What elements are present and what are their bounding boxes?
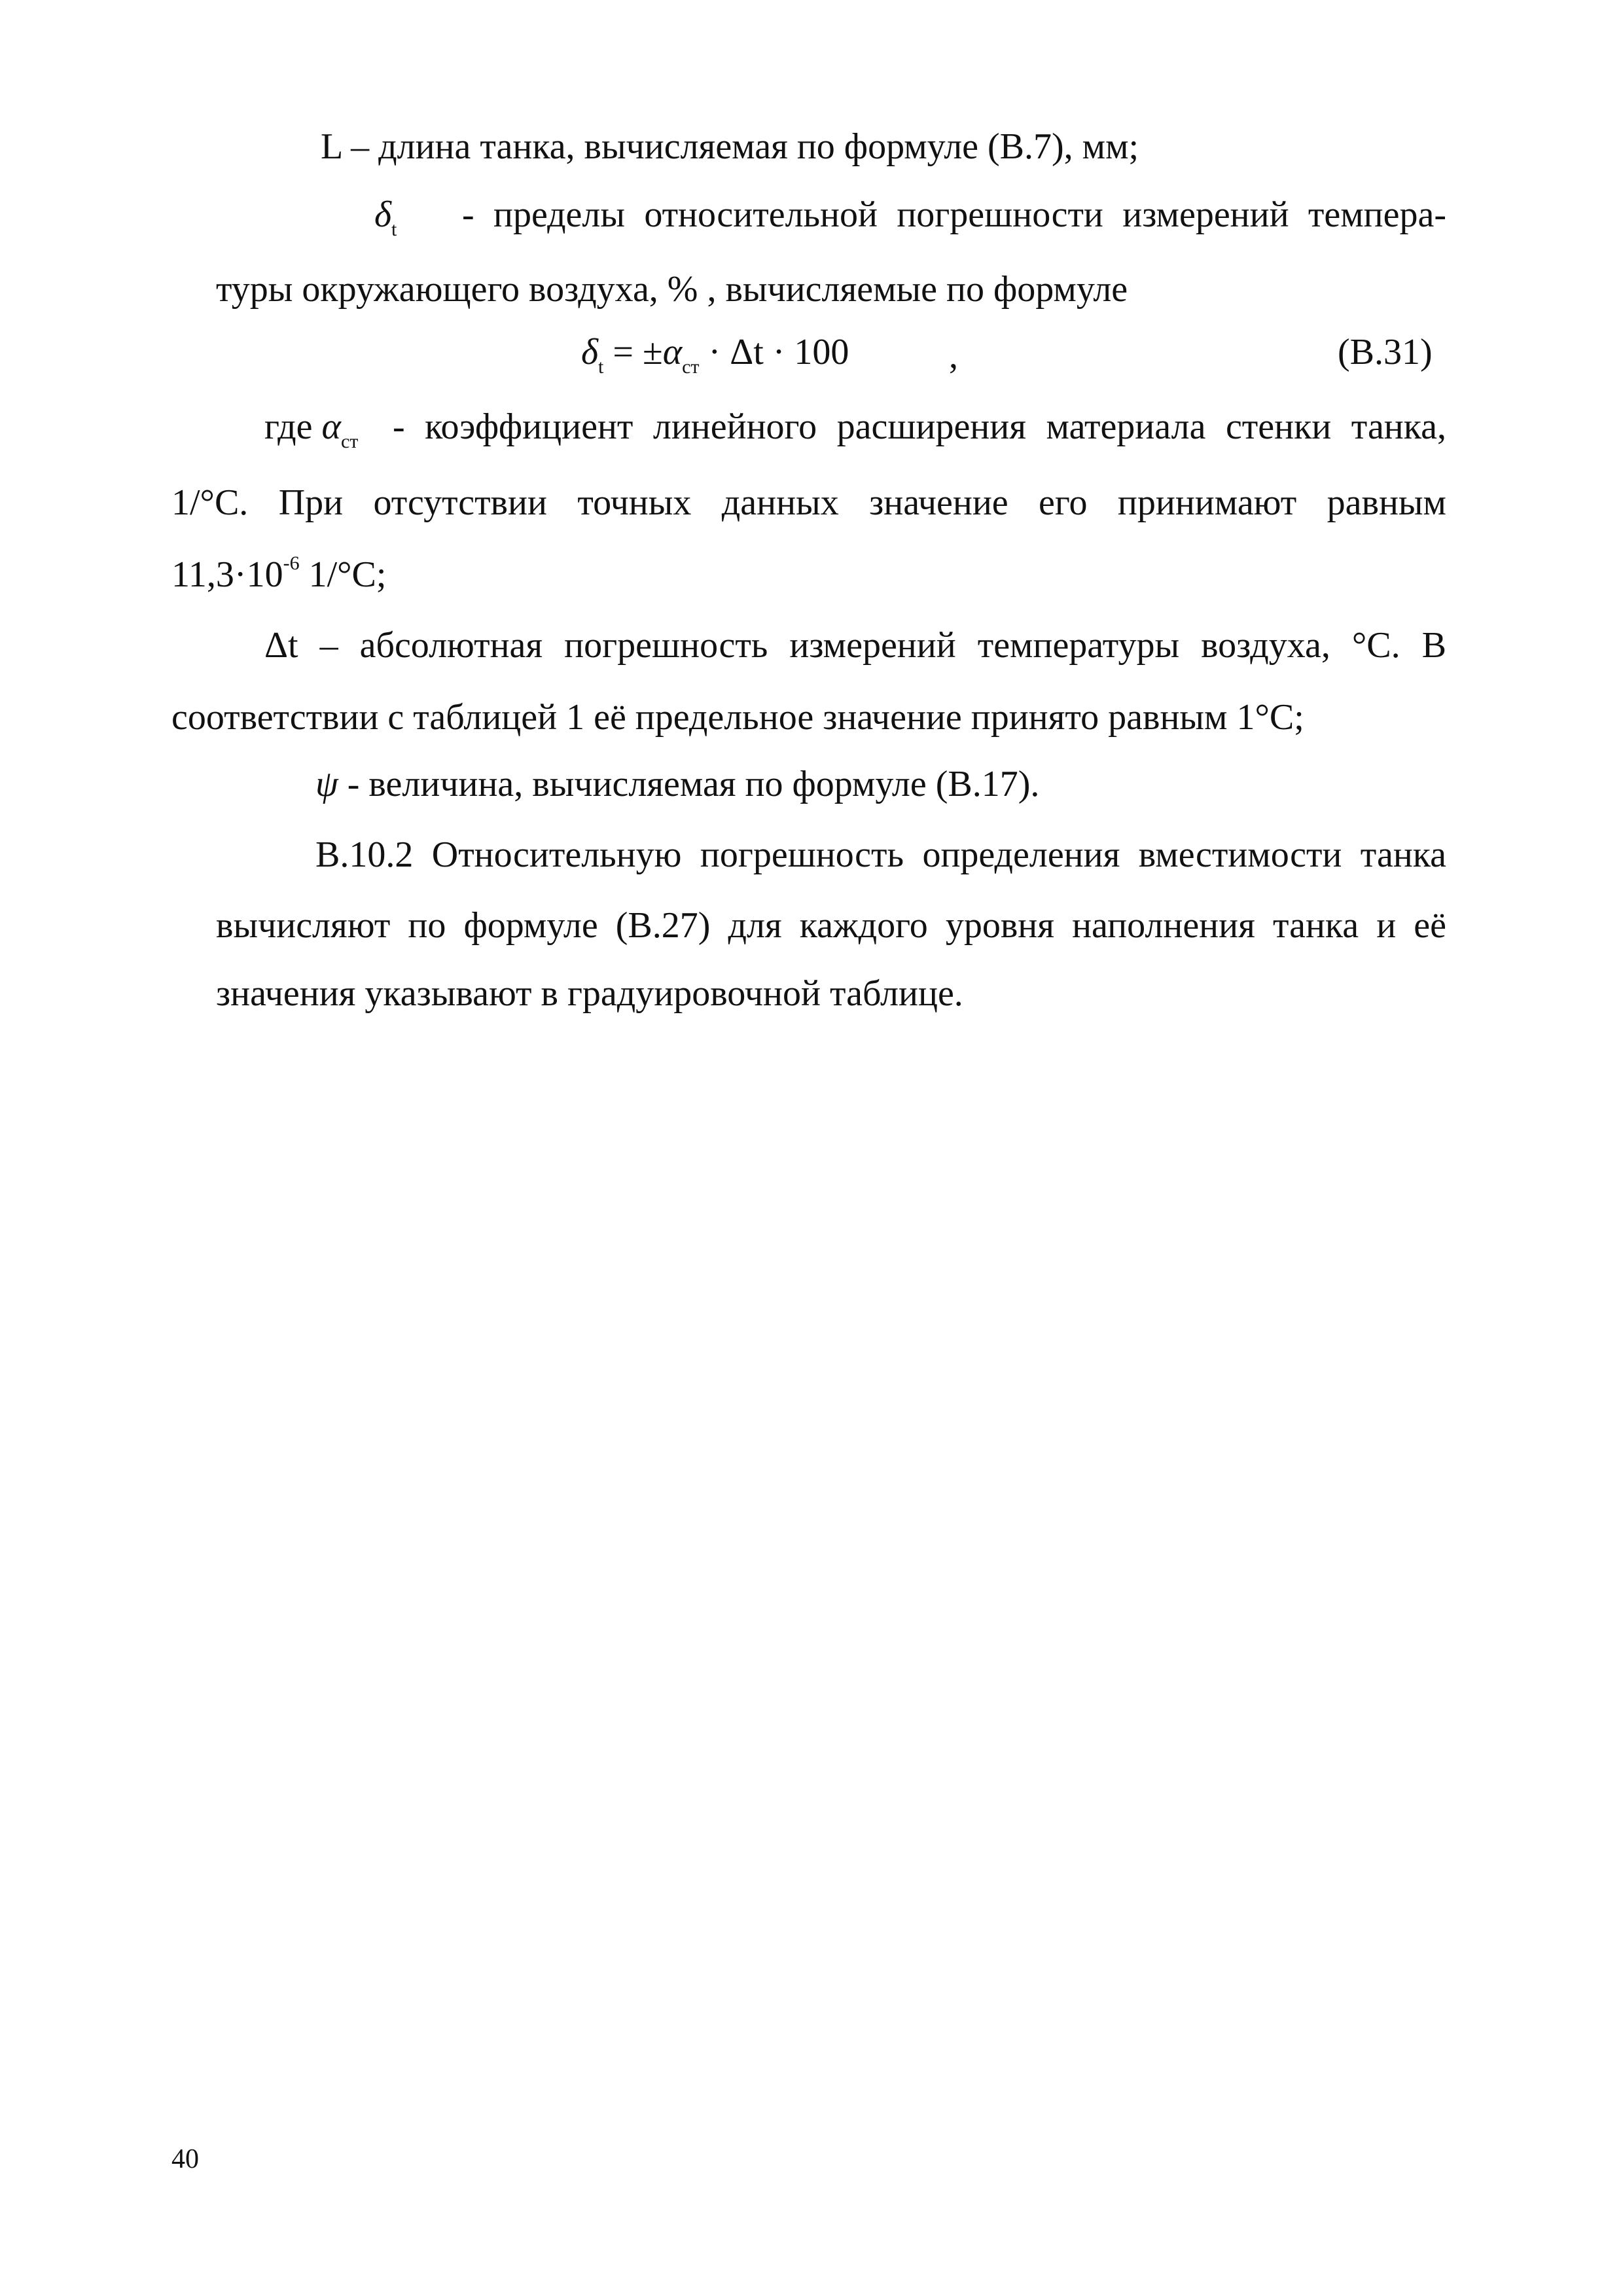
alpha-value-a: 11,3·10	[171, 554, 283, 595]
gde-word: где	[264, 406, 313, 447]
b10-2-line3: значения указывают в градуировочной таблице.	[216, 973, 963, 1014]
text-line-b10-2-third	[216, 975, 963, 1012]
text-line-b10-2	[315, 836, 1446, 873]
text-L-definition: L – длина танка, вычисляемая по формуле (В.7), мм;	[321, 126, 1139, 167]
page-number	[171, 2145, 199, 2173]
text-line-L-definition	[321, 128, 1139, 165]
text-line-delta-t-abs-2	[171, 699, 1304, 736]
text-line-delta-t-abs	[264, 627, 1446, 664]
alpha-description-line1: - коэффициент линейного расширения материала стенки танка,	[393, 406, 1446, 447]
text-line-psi	[315, 766, 1039, 802]
psi-symbol: ψ	[315, 764, 338, 804]
formula-delta: δ	[581, 332, 599, 372]
alpha-value-b: 1/°С;	[299, 554, 387, 595]
text-line-alpha-label	[264, 406, 359, 452]
text-line-alpha-desc	[393, 408, 1446, 445]
formula-number-text: (В.31)	[1338, 332, 1433, 372]
formula-delta-sub: t	[598, 356, 604, 378]
text-line-alpha-desc-2	[171, 484, 1446, 521]
alpha-description-line2: 1/°С. При отсутствии точных данных значение его принимают равным	[171, 482, 1446, 523]
delta-description-line1: - пределы относительной погрешности измерений темпера-	[462, 194, 1446, 235]
formula-alpha: α	[662, 332, 683, 372]
page-number-text: 40	[171, 2144, 199, 2174]
text-line-delta-desc	[462, 196, 1446, 233]
formula-rest: · Δt · 100	[708, 332, 849, 372]
delta-subscript: t	[391, 219, 397, 240]
text-line-alpha-value	[171, 552, 387, 595]
alpha-value-exponent: -6	[283, 552, 300, 574]
formula-comma	[949, 338, 958, 374]
delta-t-abs-line2: соответствии с таблицей 1 её предельное значение принято равным 1°С;	[171, 697, 1304, 738]
formula-eq: = ±	[613, 332, 663, 372]
formula-alpha-sub: ст	[682, 356, 700, 378]
text-line-b10-2-second	[216, 907, 1446, 944]
psi-description: - величина, вычисляемая по формуле (В.17).	[347, 764, 1040, 804]
alpha-symbol: α	[321, 406, 341, 447]
delta-description-line2: туры окружающего воздуха, % , вычисляемые по формуле	[216, 269, 1128, 310]
formula-comma-text: ,	[949, 336, 958, 376]
delta-t-abs-line1: Δt – абсолютная погрешность измерений температуры воздуха, °С. В	[264, 625, 1446, 666]
text-line-delta-desc-2	[216, 271, 1128, 308]
formula-number	[1338, 334, 1433, 370]
b10-2-line1: В.10.2 Относительную погрешность определения вместимости танка	[315, 834, 1446, 875]
b10-2-line2: вычисляют по формуле (В.27) для каждого уровня наполнения танка и её	[216, 905, 1446, 946]
alpha-subscript: ст	[340, 431, 359, 452]
formula-b31	[581, 332, 849, 378]
delta-symbol: δ	[374, 194, 392, 235]
text-line-delta-t-definition	[374, 194, 397, 240]
